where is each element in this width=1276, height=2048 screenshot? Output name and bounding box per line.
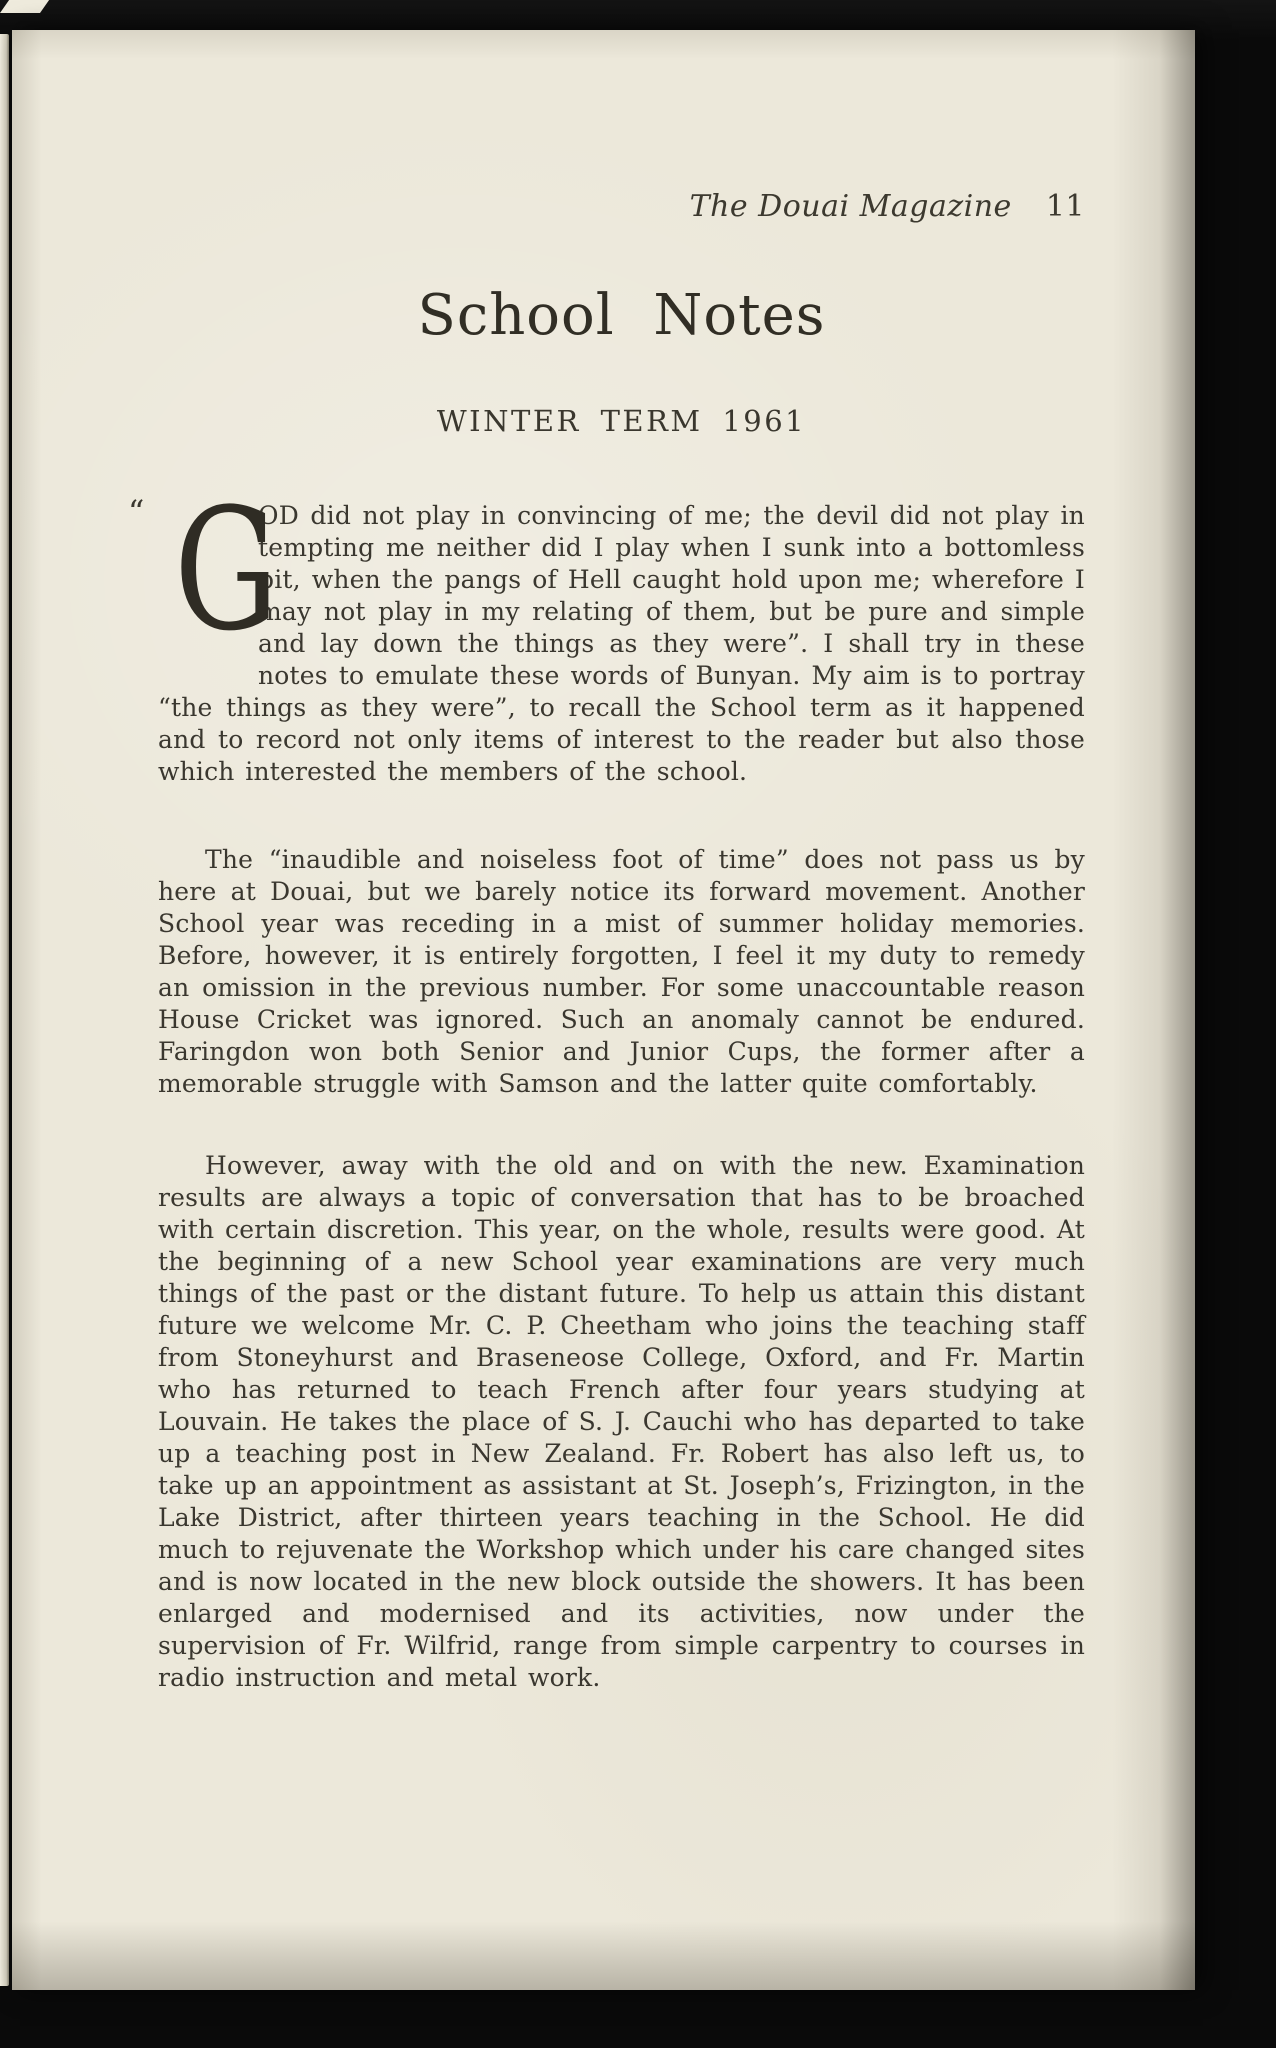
- drop-cap-letter: G: [174, 472, 279, 668]
- paragraph-1: [128, 472, 1085, 788]
- paragraph-1-text: OD did not play in convincing of me; the devil did not play in tempting me neither did I play when I sunk into a bottomless pit, when the pangs of Hell caught hold upon me; wherefore I may not play in my relating of them, but be pure and simple and lay down the things as they were”. I shall try in these notes to emulate these words of Bunyan. My aim is to portray “the things as they were”, to recall the School term as it happened and to record not only items of interest to the reader but also those which interested the members of the school.: [158, 501, 1085, 786]
- running-header: [158, 190, 1085, 224]
- page-corner-edge: [0, 0, 49, 13]
- article-subtitle: WINTER TERM 1961: [436, 404, 807, 438]
- page-number: 11: [1045, 189, 1085, 224]
- article-body: [128, 472, 1085, 1694]
- article-title: School Notes: [417, 283, 826, 348]
- paragraph-2: The “inaudible and noiseless foot of time” does not pass us by here at Douai, but we barely notice its forward movement. Another School year was receding in a mist of summer holiday memories. Before, however, it is entirely forgotten, I feel it my duty to remedy an omission in the previous number. For some unaccountable reason House Cricket was ignored. Such an anomaly cannot be endured. Faringdon won both Senior and Junior Cups, the former after a memorable struggle with Samson and the latter quite comfortably.: [158, 845, 1085, 1098]
- page-content: [128, 30, 1085, 1990]
- magazine-title: The Douai Magazine: [689, 189, 1012, 224]
- magazine-page: [12, 30, 1195, 1990]
- paragraph-3: However, away with the old and on with the new. Examination results are always a topic of conversation that has to be broached with certain discretion. This year, on the whole, results were good. At the beginning of a new School year examinations are very much things of the past or the distant future. To help us attain this distant future we welcome Mr. C. P. Cheetham who joins the teaching staff from Stoneyhurst and Braseneose College, Oxford, and Fr. Martin who has returned to teach French after four years studying at Louvain. He takes the place of S. J. Cauchi who has departed to take up a teaching post in New Zealand. Fr. Robert has also left us, to take up an appointment as assistant at St. Joseph’s, Frizington, in the Lake District, after thirteen years teaching in the School. He did much to rejuvenate the Workshop which under his care changed sites and is now located in the new block outside the showers. It has been enlarged and modernised and its activities, now under the supervision of Fr. Wilfrid, range from simple carpentry to courses in radio instruction and metal work.: [158, 1151, 1085, 1692]
- drop-cap: [158, 472, 279, 668]
- opening-quote-mark: “: [128, 493, 145, 531]
- page-binding-edge: [0, 34, 9, 1986]
